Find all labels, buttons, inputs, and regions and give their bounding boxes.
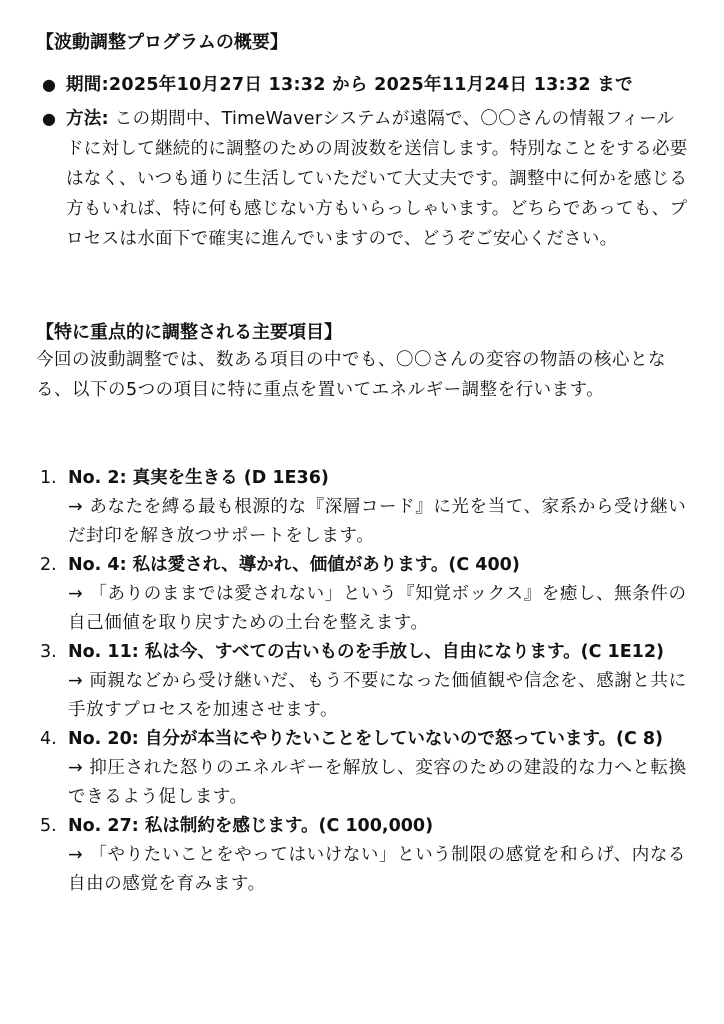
method-text: この期間中、TimeWaverシステムが遠隔で、〇〇さんの情報フィールドに対して継続的に調整のための周波数を送信します。特別なことをする必要はなく、いつも通りに生活していただいて大丈夫です。調整中に何かを感じる方もいれば、特に何も感じない方もいらっしゃいます。どちらであっても、プロセスは水面下で確実に進んでいますので、どうぞご安心ください。 <box>66 109 688 249</box>
focus-items-list <box>36 464 688 899</box>
item-title: No. 20: 自分が本当にやりたいことをしていないので怒っています。(C 8) <box>68 729 664 749</box>
list-item <box>36 638 688 725</box>
item-title: No. 11: 私は今、すべての古いものを手放し、自由になります。(C 1E12) <box>68 642 665 662</box>
item-number: 1. <box>40 468 57 488</box>
item-number: 5. <box>40 816 57 836</box>
list-item <box>36 551 688 638</box>
period-bullet <box>36 70 688 100</box>
item-number: 4. <box>40 729 57 749</box>
method-bullet <box>36 104 688 254</box>
item-description: → 「ありのままでは愛されない」という『知覚ボックス』を癒し、無条件の自己価値を取り戻すための土台を整えます。 <box>68 584 687 633</box>
method-label: 方法: <box>66 109 109 129</box>
period-text: 2025年10月27日 13:32 から 2025年11月24日 13:32 まで <box>108 75 633 95</box>
item-description: → 抑圧された怒りのエネルギーを解放し、変容のための建設的な力へと転換できるよう促します。 <box>68 758 687 807</box>
list-item <box>36 464 688 551</box>
overview-heading: 【波動調整プログラムの概要】 <box>36 32 288 53</box>
item-number: 2. <box>40 555 57 575</box>
list-item <box>36 725 688 812</box>
item-title: No. 4: 私は愛され、導かれ、価値があります。(C 400) <box>68 555 520 575</box>
focus-intro-paragraph: 今回の波動調整では、数ある項目の中でも、〇〇さんの変容の物語の核心となる、以下の5つの項目に特に重点を置いてエネルギー調整を行います。 <box>36 350 666 400</box>
overview-bullet-list <box>36 70 688 254</box>
item-number: 3. <box>40 642 57 662</box>
list-item <box>36 812 688 899</box>
item-title: No. 27: 私は制約を感じます。(C 100,000) <box>68 816 434 836</box>
item-description: → あなたを縛る最も根源的な『深層コード』に光を当て、家系から受け継いだ封印を解き放つサポートをします。 <box>68 497 687 546</box>
focus-items-heading: 【特に重点的に調整される主要項目】 <box>36 322 342 343</box>
item-description: → 両親などから受け継いだ、もう不要になった価値観や信念を、感謝と共に手放すプロセスを加速させます。 <box>68 671 687 720</box>
period-label: 期間: <box>66 75 109 95</box>
bullet-dot-icon: ● <box>42 75 57 94</box>
bullet-dot-icon: ● <box>42 109 57 128</box>
item-title: No. 2: 真実を生きる (D 1E36) <box>68 468 329 488</box>
item-description: → 「やりたいことをやってはいけない」という制限の感覚を和らげ、内なる自由の感覚を育みます。 <box>68 845 687 894</box>
